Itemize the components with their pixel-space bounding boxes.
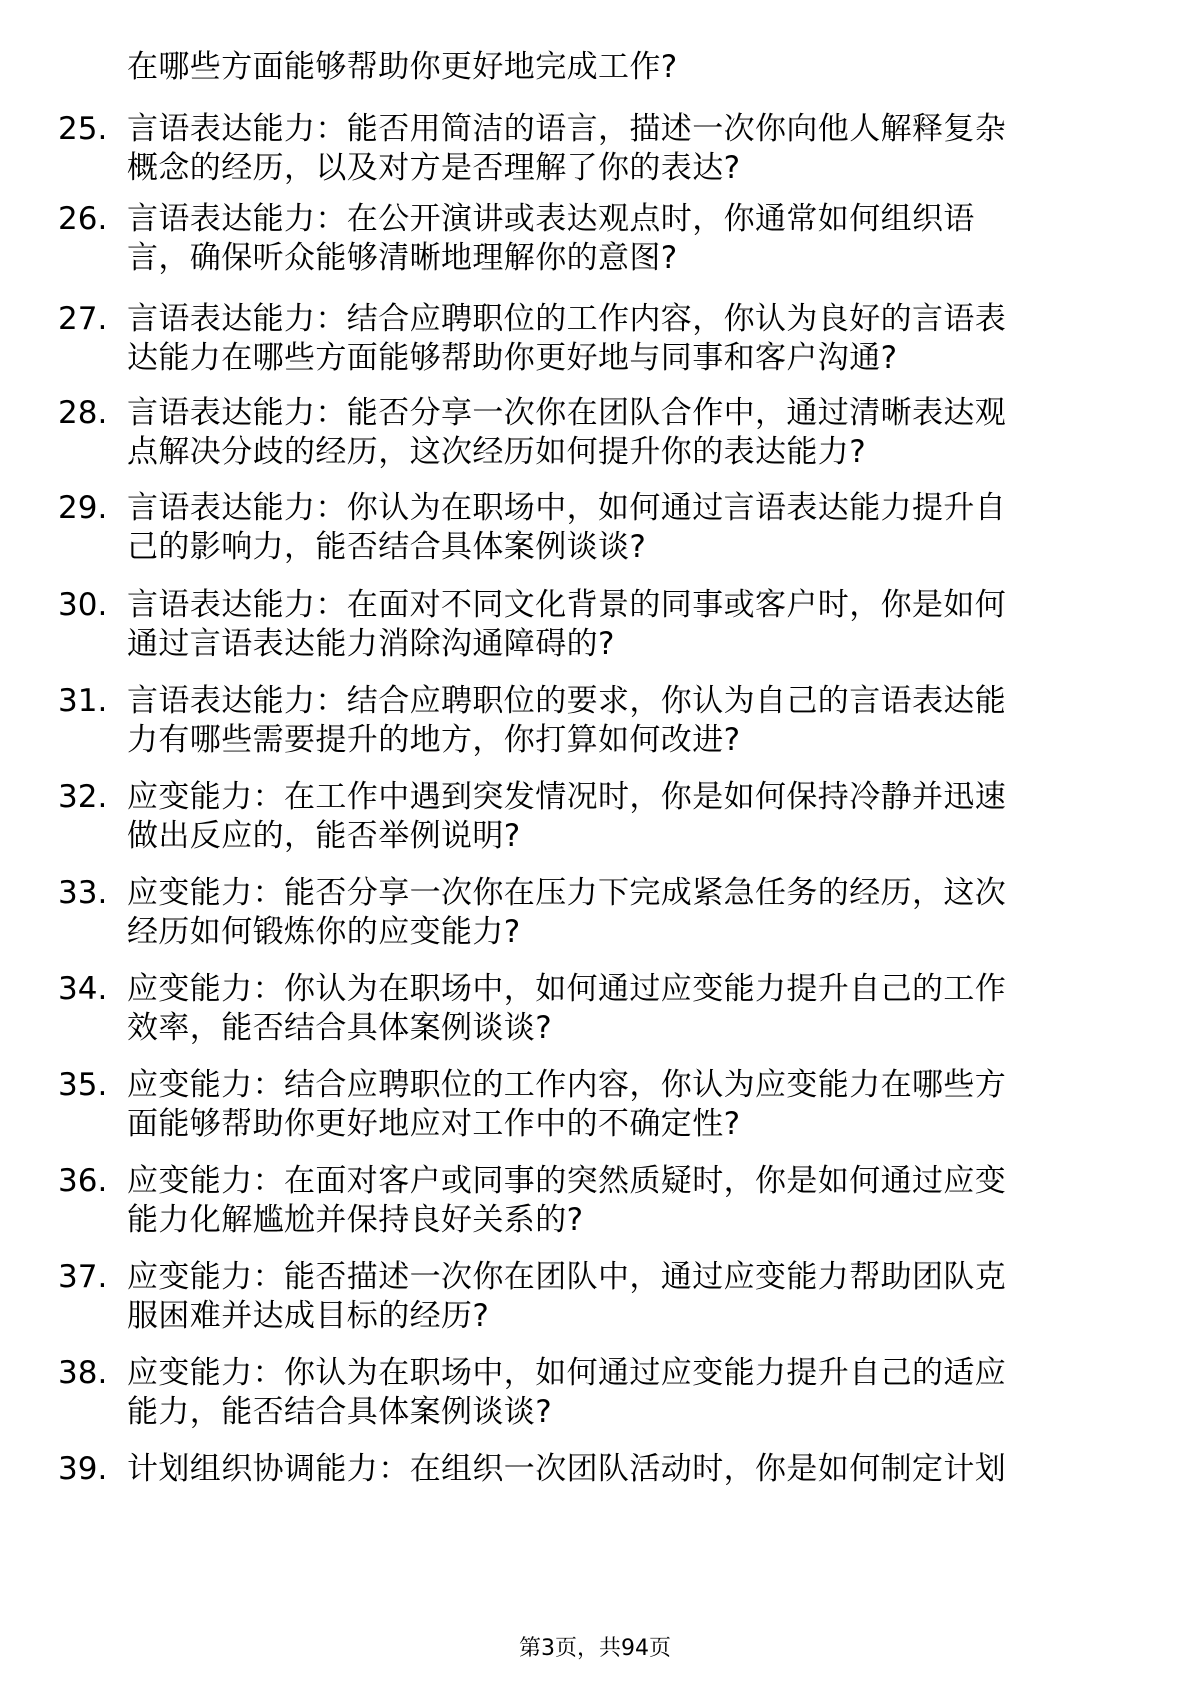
item-text-line: 通过言语表达能力消除沟通障碍的? xyxy=(127,626,615,662)
item-number: 30. xyxy=(58,587,108,623)
item-text-line: 应变能力：你认为在职场中，如何通过应变能力提升自己的工作 xyxy=(127,971,1007,1007)
item-text-line: 言语表达能力：结合应聘职位的工作内容，你认为良好的言语表 xyxy=(127,301,1007,337)
item-number: 33. xyxy=(58,875,108,911)
item-text-line: 言，确保听众能够清晰地理解你的意图? xyxy=(127,240,678,276)
item-text-line: 言语表达能力：在公开演讲或表达观点时，你通常如何组织语 xyxy=(127,201,975,237)
item-text-line: 点解决分歧的经历，这次经历如何提升你的表达能力? xyxy=(127,434,867,470)
item-text-line: 己的影响力，能否结合具体案例谈谈? xyxy=(127,529,647,565)
item-text-line: 经历如何锻炼你的应变能力? xyxy=(127,914,521,950)
item-text-line: 应变能力：能否分享一次你在压力下完成紧急任务的经历，这次 xyxy=(127,875,1007,911)
item-text-line: 效率，能否结合具体案例谈谈? xyxy=(127,1010,553,1046)
item-text-line: 应变能力：能否描述一次你在团队中，通过应变能力帮助团队克 xyxy=(127,1259,1007,1295)
item-text-line: 应变能力：在工作中遇到突发情况时，你是如何保持冷静并迅速 xyxy=(127,779,1007,815)
item-text-line: 达能力在哪些方面能够帮助你更好地与同事和客户沟通? xyxy=(127,340,898,376)
item-text-line: 言语表达能力：结合应聘职位的要求，你认为自己的言语表达能 xyxy=(127,683,1007,719)
item-text-line: 言语表达能力：你认为在职场中，如何通过言语表达能力提升自 xyxy=(127,490,1007,526)
item-text-line: 能力，能否结合具体案例谈谈? xyxy=(127,1394,553,1430)
item-text-line: 服困难并达成目标的经历? xyxy=(127,1298,490,1334)
item-text-line: 面能够帮助你更好地应对工作中的不确定性? xyxy=(127,1106,741,1142)
item-number: 36. xyxy=(58,1163,108,1199)
item-text-line: 计划组织协调能力：在组织一次团队活动时，你是如何制定计划 xyxy=(127,1451,1007,1487)
item-text-line: 应变能力：在面对客户或同事的突然质疑时，你是如何通过应变 xyxy=(127,1163,1007,1199)
item-number: 38. xyxy=(58,1355,108,1391)
item-text-line: 做出反应的，能否举例说明? xyxy=(127,818,521,854)
item-number: 28. xyxy=(58,395,108,431)
item-text-line: 言语表达能力：能否用简洁的语言，描述一次你向他人解释复杂 xyxy=(127,111,1007,147)
page-footer: 第3页，共94页 xyxy=(519,1636,671,1661)
item-text-line: 能力化解尴尬并保持良好关系的? xyxy=(127,1202,584,1238)
item-number: 34. xyxy=(58,971,108,1007)
item-text-line: 应变能力：结合应聘职位的工作内容，你认为应变能力在哪些方 xyxy=(127,1067,1007,1103)
item-number: 26. xyxy=(58,201,108,237)
item-number: 39. xyxy=(58,1451,108,1487)
item-number: 32. xyxy=(58,779,108,815)
item-number: 29. xyxy=(58,490,108,526)
item-number: 37. xyxy=(58,1259,108,1295)
item-text-line: 言语表达能力：能否分享一次你在团队合作中，通过清晰表达观 xyxy=(127,395,1007,431)
item-text-line: 应变能力：你认为在职场中，如何通过应变能力提升自己的适应 xyxy=(127,1355,1007,1391)
item-text-line: 概念的经历，以及对方是否理解了你的表达? xyxy=(127,150,741,186)
item-number: 27. xyxy=(58,301,108,337)
item-number: 25. xyxy=(58,111,108,147)
carryover-line: 在哪些方面能够帮助你更好地完成工作? xyxy=(127,49,678,85)
item-number: 31. xyxy=(58,683,108,719)
item-number: 35. xyxy=(58,1067,108,1103)
item-text-line: 言语表达能力：在面对不同文化背景的同事或客户时，你是如何 xyxy=(127,587,1007,623)
item-text-line: 力有哪些需要提升的地方，你打算如何改进? xyxy=(127,722,741,758)
